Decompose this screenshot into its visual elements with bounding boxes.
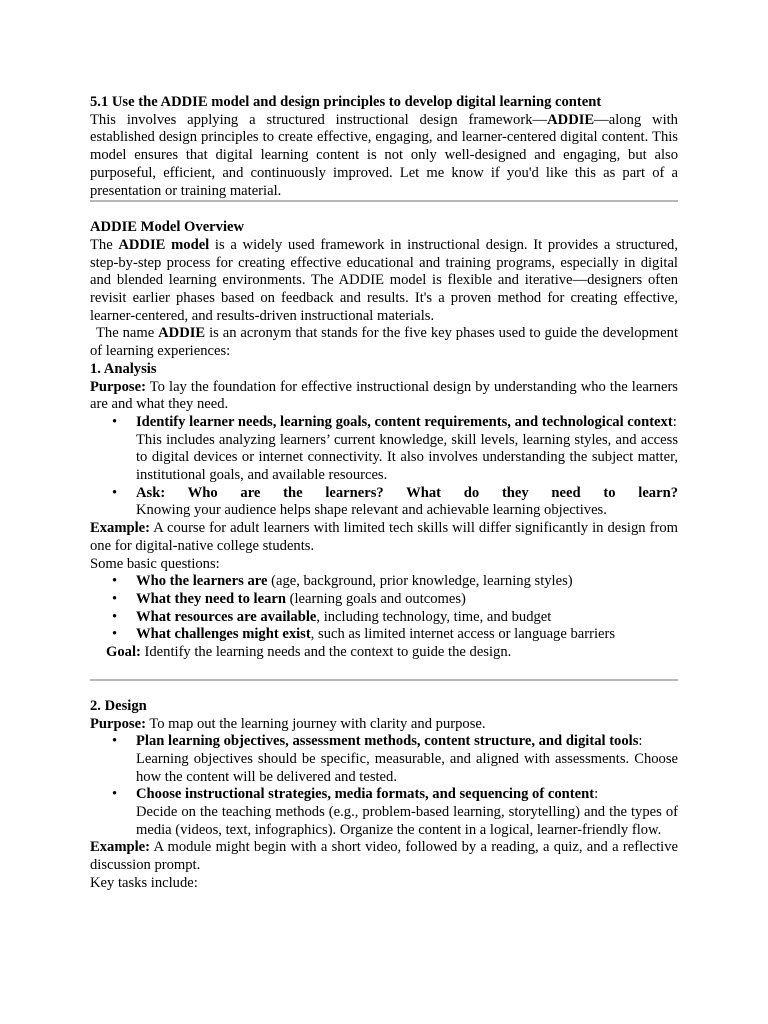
example-label: Example: bbox=[90, 520, 150, 537]
list-item bbox=[90, 786, 678, 839]
analysis-goal bbox=[90, 644, 678, 662]
design-heading: 2. Design bbox=[90, 697, 147, 714]
question-rest: (age, background, prior knowledge, learning styles) bbox=[267, 573, 573, 590]
analysis-example bbox=[90, 520, 678, 555]
analysis-bullet-list bbox=[90, 414, 678, 520]
bullet-lead: Choose instructional strategies, media formats, and sequencing of content bbox=[136, 786, 595, 803]
questions-list bbox=[90, 573, 678, 644]
overview-bold: ADDIE model bbox=[118, 236, 210, 253]
horizontal-rule bbox=[90, 679, 678, 681]
question-lead: What resources are available bbox=[136, 608, 317, 625]
purpose-text: To lay the foundation for effective instructional design by understanding who the learners are and what they need. bbox=[90, 378, 678, 413]
intro-addie-bold: ADDIE bbox=[547, 111, 595, 128]
horizontal-rule bbox=[90, 200, 678, 202]
bullet-tail: : bbox=[638, 733, 643, 750]
bullet-tail: : bbox=[672, 413, 677, 430]
acronym-text-a: The name bbox=[96, 325, 159, 342]
bullet-lead: Identify learner needs, learning goals, content requirements, and technological context bbox=[136, 413, 673, 430]
question-lead: What they need to learn bbox=[136, 590, 286, 607]
design-purpose bbox=[90, 716, 678, 734]
overview-text-c: is a widely used framework in instructional design. It provides a structured, step-by-step process for creating effective educational and training programs, especially in digital and blended learning environments. The ADDIE model is flexible and iterative—designers often revisit earlier phases based on feedback and results. It's a proven method for creating effective, learner-centered, and results-driven instructional materials. bbox=[90, 236, 679, 324]
bullet-lead: • Ask: Who are the learners? What do they need to learn? bbox=[136, 484, 678, 501]
list-item bbox=[90, 573, 678, 591]
key-tasks: Key tasks include: bbox=[90, 874, 198, 891]
bullet-body: This includes analyzing learners’ current knowledge, skill levels, learning styles, and access to digital devices or internet connectivity. It also involves understanding the subject matter, institutional goals, and available resources. bbox=[136, 431, 678, 484]
purpose-label: Purpose: bbox=[90, 715, 146, 732]
list-item bbox=[90, 626, 678, 644]
question-rest: , such as limited internet access or language barriers bbox=[310, 626, 616, 643]
overview-text-a: The bbox=[90, 236, 119, 253]
example-label: Example: bbox=[90, 839, 150, 856]
bullet-lead: Plan learning objectives, assessment methods, content structure, and digital tools bbox=[136, 733, 639, 750]
design-example bbox=[90, 839, 678, 874]
list-item bbox=[90, 733, 678, 786]
section-title: 5.1 Use the ADDIE model and design principles to develop digital learning content bbox=[90, 94, 602, 110]
overview-paragraph bbox=[90, 237, 678, 326]
list-item bbox=[90, 609, 678, 627]
questions-intro: Some basic questions: bbox=[90, 555, 220, 572]
bullet-tail: : bbox=[594, 786, 599, 803]
bullet-body: Learning objectives should be specific, measurable, and aligned with assessments. Choose how the content will be delivered and tested. bbox=[136, 750, 678, 785]
bullet-body: Knowing your audience helps shape relevant and achievable learning objectives. bbox=[136, 502, 607, 519]
intro-text-a: This involves applying a structured instructional design framework— bbox=[90, 111, 548, 128]
example-text: A course for adult learners with limited tech skills will differ significantly in design from one for digital-native college students. bbox=[90, 520, 678, 554]
question-rest: , including technology, time, and budget bbox=[316, 608, 552, 625]
analysis-heading: 1. Analysis bbox=[90, 360, 157, 377]
acronym-paragraph bbox=[90, 325, 678, 360]
bullet-body: Decide on the teaching methods (e.g., problem-based learning, storytelling) and the types of media (videos, text, infographics). Organize the content in a logical, learner-friendly flow. bbox=[136, 804, 678, 838]
acronym-bold: ADDIE bbox=[158, 325, 206, 342]
intro-text-c: —along with established design principles to create effective, engaging, and learner-centered digital content. This model ensures that digital learning content is not only well-designed and engaging, but also purposeful, efficient, and continuously improved. Let me know if you'd like this as part of a presentation or training material. bbox=[90, 111, 678, 199]
intro-paragraph bbox=[90, 112, 678, 201]
acronym-text-c: is an acronym that stands for the five key phases used to guide the development of learning experiences: bbox=[90, 325, 679, 360]
list-item bbox=[90, 414, 678, 485]
question-lead: Who the learners are bbox=[136, 573, 268, 590]
document-body bbox=[90, 94, 678, 893]
purpose-text: To map out the learning journey with clarity and purpose. bbox=[145, 715, 486, 732]
analysis-purpose bbox=[90, 379, 678, 414]
design-bullet-list bbox=[90, 733, 678, 839]
list-item bbox=[90, 591, 678, 609]
example-text: A module might begin with a short video, followed by a reading, a quiz, and a reflective discussion prompt. bbox=[90, 839, 678, 874]
overview-heading: ADDIE Model Overview bbox=[90, 219, 245, 236]
question-lead: What challenges might exist bbox=[136, 626, 311, 643]
goal-text: Identify the learning needs and the context to guide the design. bbox=[140, 644, 512, 661]
list-item bbox=[90, 485, 678, 520]
question-rest: (learning goals and outcomes) bbox=[285, 590, 466, 607]
goal-label: Goal: bbox=[106, 644, 141, 661]
purpose-label: Purpose: bbox=[90, 378, 146, 395]
